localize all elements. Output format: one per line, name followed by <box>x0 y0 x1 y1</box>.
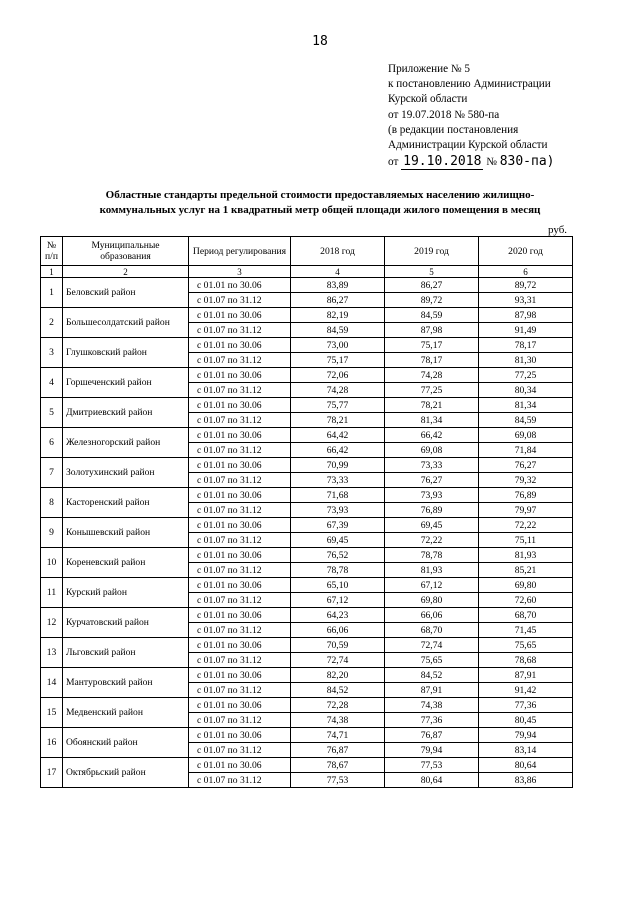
row-number: 8 <box>41 488 63 518</box>
value-cell: 69,08 <box>385 443 479 458</box>
value-cell: 75,17 <box>385 338 479 353</box>
value-cell: 64,42 <box>291 428 385 443</box>
row-number: 2 <box>41 308 63 338</box>
value-cell: 77,53 <box>385 758 479 773</box>
value-cell: 78,67 <box>291 758 385 773</box>
value-cell: 86,27 <box>291 293 385 308</box>
value-cell: 77,36 <box>385 713 479 728</box>
period-cell: с 01.07 по 31.12 <box>189 683 291 698</box>
header-row <box>41 237 573 266</box>
district-name: Беловский район <box>63 278 189 308</box>
value-cell: 76,87 <box>385 728 479 743</box>
period-cell: с 01.07 по 31.12 <box>189 293 291 308</box>
value-cell: 66,42 <box>385 428 479 443</box>
row-number: 12 <box>41 608 63 638</box>
column-number: 6 <box>479 266 573 278</box>
value-cell: 87,91 <box>479 668 573 683</box>
district-name: Льговский район <box>63 638 189 668</box>
value-cell: 67,12 <box>291 593 385 608</box>
value-cell: 72,22 <box>385 533 479 548</box>
row-number: 10 <box>41 548 63 578</box>
district-name: Медвенский район <box>63 698 189 728</box>
row-number: 17 <box>41 758 63 788</box>
district-name: Горшеченский район <box>63 368 189 398</box>
value-cell: 82,19 <box>291 308 385 323</box>
value-cell: 83,86 <box>479 773 573 788</box>
table-row <box>41 368 573 383</box>
amendment-reference <box>388 154 555 170</box>
period-cell: с 01.01 по 30.06 <box>189 548 291 563</box>
appendix-line: Приложение № 5 <box>388 63 470 75</box>
value-cell: 73,93 <box>291 503 385 518</box>
header-cell: 2019 год <box>385 237 479 266</box>
period-cell: с 01.07 по 31.12 <box>189 593 291 608</box>
value-cell: 66,06 <box>291 623 385 638</box>
value-cell: 81,93 <box>385 563 479 578</box>
value-cell: 84,59 <box>479 413 573 428</box>
district-name: Железногорский район <box>63 428 189 458</box>
value-cell: 81,34 <box>479 398 573 413</box>
row-number: 5 <box>41 398 63 428</box>
period-cell: с 01.01 по 30.06 <box>189 578 291 593</box>
row-number: 11 <box>41 578 63 608</box>
standards-table <box>40 236 573 788</box>
appendix-line: Администрации Курской области <box>388 139 548 152</box>
table-row <box>41 728 573 743</box>
header-cell: 2020 год <box>479 237 573 266</box>
period-cell: с 01.07 по 31.12 <box>189 713 291 728</box>
period-cell: с 01.01 по 30.06 <box>189 728 291 743</box>
value-cell: 75,65 <box>385 653 479 668</box>
value-cell: 65,10 <box>291 578 385 593</box>
period-cell: с 01.07 по 31.12 <box>189 533 291 548</box>
district-name: Октябрьский район <box>63 758 189 788</box>
value-cell: 72,22 <box>479 518 573 533</box>
row-number: 13 <box>41 638 63 668</box>
period-cell: с 01.01 по 30.06 <box>189 458 291 473</box>
district-name: Конышевский район <box>63 518 189 548</box>
period-cell: с 01.01 по 30.06 <box>189 368 291 383</box>
value-cell: 64,23 <box>291 608 385 623</box>
period-cell: с 01.01 по 30.06 <box>189 698 291 713</box>
value-cell: 86,27 <box>385 278 479 293</box>
value-cell: 79,32 <box>479 473 573 488</box>
row-number: 16 <box>41 728 63 758</box>
period-cell: с 01.01 по 30.06 <box>189 668 291 683</box>
value-cell: 78,78 <box>291 563 385 578</box>
column-number-row <box>41 266 573 278</box>
title-line: коммунальных услуг на 1 квадратный метр общей площади жилого помещения в месяц <box>99 204 541 216</box>
value-cell: 83,89 <box>291 278 385 293</box>
value-cell: 84,59 <box>385 308 479 323</box>
currency-unit: руб. <box>548 224 568 236</box>
value-cell: 74,28 <box>291 383 385 398</box>
period-cell: с 01.07 по 31.12 <box>189 413 291 428</box>
row-number: 6 <box>41 428 63 458</box>
row-number: 7 <box>41 458 63 488</box>
value-cell: 68,70 <box>479 608 573 623</box>
value-cell: 72,60 <box>479 593 573 608</box>
title-line: Областные стандарты предельной стоимости предоставляемых населению жилищно- <box>105 189 535 201</box>
value-cell: 75,77 <box>291 398 385 413</box>
value-cell: 78,21 <box>291 413 385 428</box>
page-number: 18 <box>312 34 328 49</box>
value-cell: 70,59 <box>291 638 385 653</box>
value-cell: 67,39 <box>291 518 385 533</box>
header-cell: Период регулирования <box>189 237 291 266</box>
value-cell: 69,80 <box>479 578 573 593</box>
value-cell: 74,28 <box>385 368 479 383</box>
period-cell: с 01.01 по 30.06 <box>189 428 291 443</box>
period-cell: с 01.07 по 31.12 <box>189 443 291 458</box>
value-cell: 76,27 <box>479 458 573 473</box>
value-cell: 72,74 <box>291 653 385 668</box>
table-row <box>41 668 573 683</box>
row-number: 9 <box>41 518 63 548</box>
table-row <box>41 518 573 533</box>
column-number: 1 <box>41 266 63 278</box>
table-row <box>41 548 573 563</box>
value-cell: 78,17 <box>479 338 573 353</box>
period-cell: с 01.07 по 31.12 <box>189 623 291 638</box>
value-cell: 81,93 <box>479 548 573 563</box>
value-cell: 78,68 <box>479 653 573 668</box>
value-cell: 93,31 <box>479 293 573 308</box>
value-cell: 82,20 <box>291 668 385 683</box>
period-cell: с 01.07 по 31.12 <box>189 323 291 338</box>
period-cell: с 01.01 по 30.06 <box>189 608 291 623</box>
value-cell: 71,84 <box>479 443 573 458</box>
table-row <box>41 758 573 773</box>
value-cell: 79,94 <box>385 743 479 758</box>
appendix-line: Курской области <box>388 93 468 106</box>
table-row <box>41 278 573 293</box>
value-cell: 75,65 <box>479 638 573 653</box>
value-cell: 73,93 <box>385 488 479 503</box>
table-row <box>41 578 573 593</box>
value-cell: 77,25 <box>385 383 479 398</box>
value-cell: 75,17 <box>291 353 385 368</box>
row-number: 15 <box>41 698 63 728</box>
table-row <box>41 698 573 713</box>
period-cell: с 01.07 по 31.12 <box>189 743 291 758</box>
value-cell: 72,06 <box>291 368 385 383</box>
table-row <box>41 398 573 413</box>
value-cell: 89,72 <box>385 293 479 308</box>
value-cell: 73,33 <box>291 473 385 488</box>
period-cell: с 01.07 по 31.12 <box>189 503 291 518</box>
header-cell: № п/п <box>41 237 63 266</box>
value-cell: 87,98 <box>479 308 573 323</box>
district-name: Касторенский район <box>63 488 189 518</box>
period-cell: с 01.01 по 30.06 <box>189 518 291 533</box>
value-cell: 73,33 <box>385 458 479 473</box>
table-row <box>41 458 573 473</box>
value-cell: 69,45 <box>385 518 479 533</box>
column-number: 3 <box>189 266 291 278</box>
value-cell: 77,25 <box>479 368 573 383</box>
ref-number: 830-па) <box>499 154 555 170</box>
value-cell: 89,72 <box>479 278 573 293</box>
column-number: 4 <box>291 266 385 278</box>
value-cell: 85,21 <box>479 563 573 578</box>
value-cell: 80,34 <box>479 383 573 398</box>
period-cell: с 01.01 по 30.06 <box>189 308 291 323</box>
table-row <box>41 638 573 653</box>
value-cell: 69,45 <box>291 533 385 548</box>
column-number: 5 <box>385 266 479 278</box>
value-cell: 74,38 <box>385 698 479 713</box>
value-cell: 66,06 <box>385 608 479 623</box>
value-cell: 70,99 <box>291 458 385 473</box>
value-cell: 87,91 <box>385 683 479 698</box>
value-cell: 81,34 <box>385 413 479 428</box>
value-cell: 83,14 <box>479 743 573 758</box>
period-cell: с 01.07 по 31.12 <box>189 473 291 488</box>
row-number: 1 <box>41 278 63 308</box>
table-body <box>41 278 573 788</box>
appendix-line: к постановлению Администрации <box>388 78 551 91</box>
district-name: Обоянский район <box>63 728 189 758</box>
table-row <box>41 338 573 353</box>
value-cell: 71,68 <box>291 488 385 503</box>
period-cell: с 01.07 по 31.12 <box>189 773 291 788</box>
period-cell: с 01.01 по 30.06 <box>189 278 291 293</box>
appendix-line: от 19.07.2018 № 580-па <box>388 108 500 121</box>
value-cell: 66,42 <box>291 443 385 458</box>
value-cell: 84,52 <box>385 668 479 683</box>
period-cell: с 01.01 по 30.06 <box>189 338 291 353</box>
ref-number-sign: № <box>486 156 497 169</box>
value-cell: 78,78 <box>385 548 479 563</box>
value-cell: 73,00 <box>291 338 385 353</box>
district-name: Дмитриевский район <box>63 398 189 428</box>
value-cell: 78,21 <box>385 398 479 413</box>
value-cell: 72,74 <box>385 638 479 653</box>
value-cell: 76,89 <box>385 503 479 518</box>
table-row <box>41 488 573 503</box>
district-name: Курчатовский район <box>63 608 189 638</box>
district-name: Курский район <box>63 578 189 608</box>
appendix-block <box>388 62 555 170</box>
value-cell: 84,52 <box>291 683 385 698</box>
period-cell: с 01.07 по 31.12 <box>189 353 291 368</box>
value-cell: 80,64 <box>385 773 479 788</box>
value-cell: 80,64 <box>479 758 573 773</box>
value-cell: 91,42 <box>479 683 573 698</box>
table-row <box>41 608 573 623</box>
table-row <box>41 428 573 443</box>
district-name: Золотухинский район <box>63 458 189 488</box>
period-cell: с 01.01 по 30.06 <box>189 398 291 413</box>
period-cell: с 01.07 по 31.12 <box>189 563 291 578</box>
period-cell: с 01.01 по 30.06 <box>189 638 291 653</box>
value-cell: 69,08 <box>479 428 573 443</box>
value-cell: 68,70 <box>385 623 479 638</box>
district-name: Мантуровский район <box>63 668 189 698</box>
column-number: 2 <box>63 266 189 278</box>
value-cell: 87,98 <box>385 323 479 338</box>
value-cell: 71,45 <box>479 623 573 638</box>
period-cell: с 01.01 по 30.06 <box>189 758 291 773</box>
value-cell: 80,45 <box>479 713 573 728</box>
value-cell: 77,36 <box>479 698 573 713</box>
value-cell: 74,38 <box>291 713 385 728</box>
value-cell: 78,17 <box>385 353 479 368</box>
appendix-line: (в редакции постановления <box>388 123 519 136</box>
period-cell: с 01.07 по 31.12 <box>189 653 291 668</box>
value-cell: 76,52 <box>291 548 385 563</box>
value-cell: 79,94 <box>479 728 573 743</box>
value-cell: 76,89 <box>479 488 573 503</box>
document-title <box>40 188 600 218</box>
row-number: 4 <box>41 368 63 398</box>
value-cell: 91,49 <box>479 323 573 338</box>
row-number: 3 <box>41 338 63 368</box>
value-cell: 77,53 <box>291 773 385 788</box>
ref-date: 19.10.2018 <box>403 154 482 170</box>
value-cell: 79,97 <box>479 503 573 518</box>
header-cell: 2018 год <box>291 237 385 266</box>
value-cell: 84,59 <box>291 323 385 338</box>
row-number: 14 <box>41 668 63 698</box>
header-cell: Муниципальные образования <box>63 237 189 266</box>
table-row <box>41 308 573 323</box>
value-cell: 76,27 <box>385 473 479 488</box>
value-cell: 74,71 <box>291 728 385 743</box>
district-name: Кореневский район <box>63 548 189 578</box>
period-cell: с 01.01 по 30.06 <box>189 488 291 503</box>
period-cell: с 01.07 по 31.12 <box>189 383 291 398</box>
value-cell: 69,80 <box>385 593 479 608</box>
value-cell: 81,30 <box>479 353 573 368</box>
ref-from: от <box>388 156 399 169</box>
value-cell: 75,11 <box>479 533 573 548</box>
value-cell: 67,12 <box>385 578 479 593</box>
value-cell: 72,28 <box>291 698 385 713</box>
district-name: Глушковский район <box>63 338 189 368</box>
value-cell: 76,87 <box>291 743 385 758</box>
district-name: Большесолдатский район <box>63 308 189 338</box>
